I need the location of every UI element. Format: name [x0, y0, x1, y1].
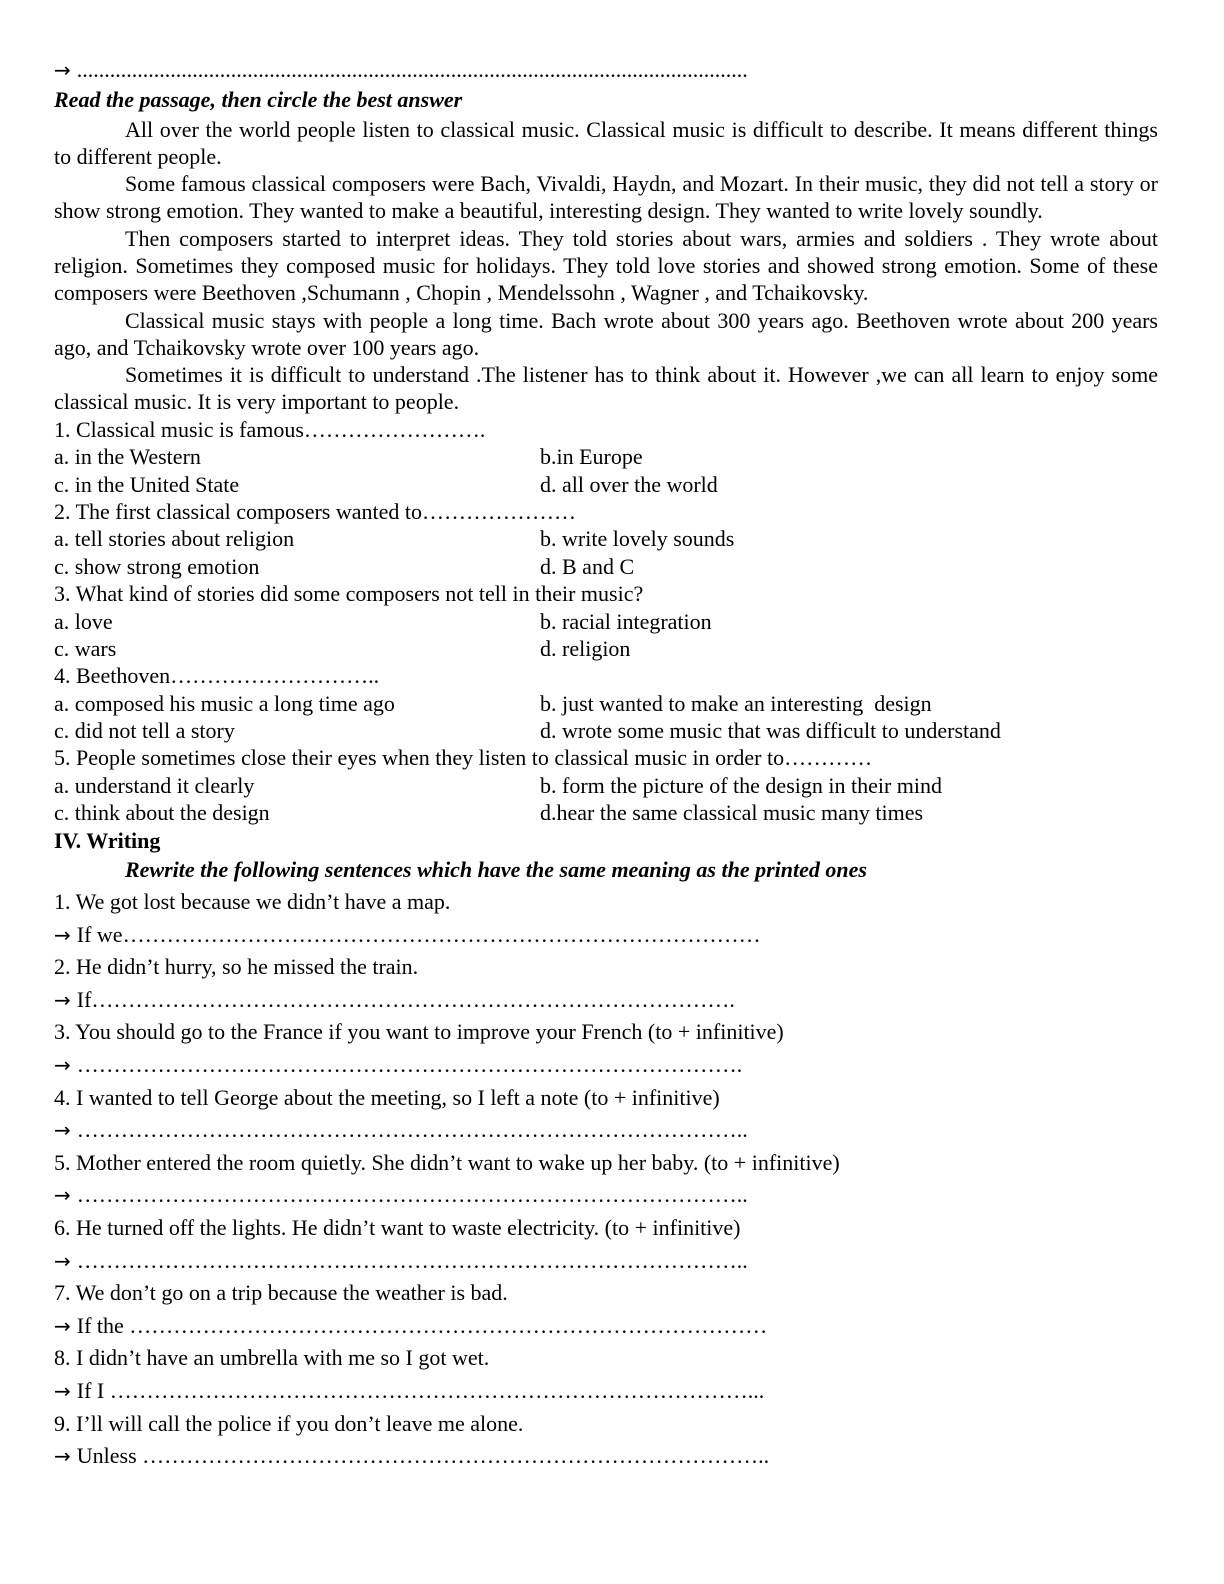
passage-paragraph-4: Classical music stays with people a long time. Bach wrote about 300 years ago. Beethoven wrote about 200 years ago, and Tchaikovsky wrote over 100 years ago.	[54, 307, 1158, 360]
option-c[interactable]: c. in the United State	[54, 471, 240, 497]
writing-question-8: 8. I didn’t have an umbrella with me so I got wet.	[54, 1345, 490, 1371]
arrow-icon: →	[54, 1248, 71, 1273]
option-a[interactable]: a. composed his music a long time ago	[54, 690, 395, 716]
arrow-icon: →	[54, 1313, 71, 1338]
writing-question-2: 2. He didn’t hurry, so he missed the train.	[54, 954, 419, 980]
options-row	[54, 608, 1158, 635]
writing-question-5: 5. Mother entered the room quietly. She didn’t want to wake up her baby. (to + infinitive)	[54, 1149, 840, 1175]
reading-question-5: 5. People sometimes close their eyes when they listen to classical music in order to…………	[54, 745, 873, 771]
passage-paragraph-1: All over the world people listen to classical music. Classical music is difficult to describe. It means different things to different people.	[54, 116, 1158, 169]
option-a[interactable]: a. in the Western	[54, 444, 201, 470]
writing-question-9: 9. I’ll will call the police if you don’t leave me alone.	[54, 1410, 524, 1436]
options-row	[54, 553, 1158, 580]
writing-question-4: 4. I wanted to tell George about the meeting, so I left a note (to + infinitive)	[54, 1084, 720, 1110]
arrow-icon: →	[54, 1118, 71, 1143]
option-d[interactable]: d. all over the world	[540, 471, 718, 497]
options-row	[54, 525, 1158, 552]
top-answer-line: → ..........................................................................................................................	[54, 57, 748, 82]
writing-question-6: 6. He turned off the lights. He didn’t want to waste electricity. (to + infinitive)	[54, 1214, 741, 1240]
option-d[interactable]: d. wrote some music that was difficult to understand	[540, 718, 1001, 744]
options-row	[54, 799, 1158, 826]
writing-answer-line-7[interactable]: → If the ……………………………………………………………………………	[54, 1312, 768, 1338]
options-row	[54, 443, 1158, 470]
option-b[interactable]: b. write lovely sounds	[540, 526, 735, 552]
reading-question-2: 2. The first classical composers wanted to…………………	[54, 498, 576, 524]
passage-paragraph-2: Some famous classical composers were Bach, Vivaldi, Haydn, and Mozart. In their music, they did not tell a story or show strong emotion. They wanted to make a beautiful, interesting design. They wanted to write lovely soundly.	[54, 171, 1158, 224]
writing-answer-line-6[interactable]: → ………………………………………………………………………………..	[54, 1247, 748, 1273]
options-row	[54, 717, 1158, 744]
option-b[interactable]: b. form the picture of the design in their mind	[540, 772, 943, 798]
writing-answer-line-5[interactable]: → ………………………………………………………………………………..	[54, 1182, 748, 1208]
options-row	[54, 471, 1158, 498]
options-row	[54, 690, 1158, 717]
options-row	[54, 635, 1158, 662]
passage-paragraph-3: Then composers started to interpret ideas. They told stories about wars, armies and soldiers . They wrote about religion. Sometimes they composed music for holidays. They told love stories and showed strong emotion. Some of these composers were Beethoven ,Schumann , Chopin , Mendelssohn , Wagner , and Tchaikovsky.	[54, 225, 1158, 306]
writing-question-3: 3. You should go to the France if you want to improve your French (to + infinitive)	[54, 1019, 784, 1045]
writing-answer-line-1[interactable]: → If we……………………………………………………………………………	[54, 921, 761, 947]
option-c[interactable]: c. did not tell a story	[54, 718, 235, 744]
option-a[interactable]: a. tell stories about religion	[54, 526, 295, 552]
option-b[interactable]: b. just wanted to make an interesting design	[540, 690, 932, 716]
option-a[interactable]: a. understand it clearly	[54, 772, 255, 798]
worksheet-page	[54, 56, 1158, 1473]
option-c[interactable]: c. think about the design	[54, 800, 270, 826]
reading-instruction: Read the passage, then circle the best answer	[54, 86, 463, 112]
writing-answer-line-2[interactable]: → If…………………………………………………………………………….	[54, 986, 735, 1012]
arrow-icon: →	[54, 922, 71, 947]
writing-question-7: 7. We don’t go on a trip because the weather is bad.	[54, 1280, 508, 1306]
writing-question-1: 1. We got lost because we didn’t have a map.	[54, 889, 451, 915]
options-row	[54, 772, 1158, 799]
arrow-icon: →	[54, 1052, 71, 1077]
passage-paragraph-5: Sometimes it is difficult to understand .The listener has to think about it. However ,we can all learn to enjoy some classical music. It is very important to people.	[54, 362, 1158, 415]
reading-question-4: 4. Beethoven………………………..	[54, 663, 380, 689]
option-a[interactable]: a. love	[54, 608, 113, 634]
writing-answer-line-9[interactable]: → Unless …………………………………………………………………………..	[54, 1443, 770, 1469]
writing-answer-line-3[interactable]: → ……………………………………………………………………………….	[54, 1051, 743, 1077]
option-d[interactable]: d.hear the same classical music many times	[540, 800, 924, 826]
option-c[interactable]: c. wars	[54, 635, 117, 661]
option-b[interactable]: b. racial integration	[540, 608, 712, 634]
writing-heading: IV. Writing	[54, 827, 161, 853]
arrow-icon: →	[54, 1378, 71, 1403]
option-c[interactable]: c. show strong emotion	[54, 553, 260, 579]
writing-instruction: Rewrite the following sentences which have the same meaning as the printed ones	[125, 857, 867, 883]
arrow-icon: →	[54, 1183, 71, 1208]
reading-question-3: 3. What kind of stories did some composers not tell in their music?	[54, 581, 644, 607]
option-d[interactable]: d. religion	[540, 635, 631, 661]
option-b[interactable]: b.in Europe	[540, 444, 643, 470]
arrow-icon: →	[54, 987, 71, 1012]
option-d[interactable]: d. B and C	[540, 553, 635, 579]
reading-question-1: 1. Classical music is famous…………………….	[54, 416, 486, 442]
arrow-icon: →	[54, 58, 71, 82]
writing-answer-line-8[interactable]: → If I ……………………………………………………………………………...	[54, 1377, 765, 1403]
arrow-icon: →	[54, 1444, 71, 1469]
writing-answer-line-4[interactable]: → ………………………………………………………………………………..	[54, 1117, 748, 1143]
